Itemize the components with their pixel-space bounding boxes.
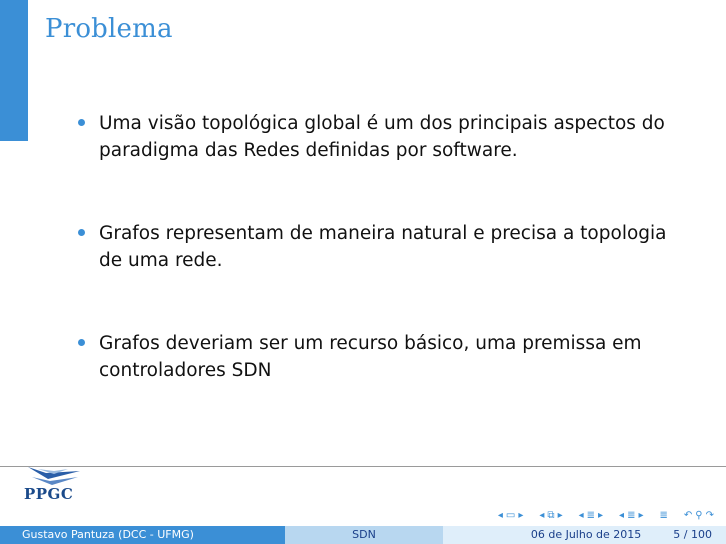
footer-date: 06 de Julho de 2015 (530, 528, 642, 541)
nav-frame-icon[interactable]: ▭ (505, 510, 516, 521)
bullet-icon (78, 229, 85, 236)
nav-prev-part-icon[interactable]: ◂ (619, 510, 625, 521)
nav-back-icon[interactable]: ↶ (683, 510, 693, 521)
left-accent-bar (0, 0, 28, 141)
nav-next-frame-icon[interactable]: ▸ (518, 510, 524, 521)
nav-search-icon[interactable]: ⚲ (695, 510, 703, 521)
footer-page-number: 5 / 100 (673, 528, 712, 541)
beamer-navigation (498, 509, 714, 523)
nav-prev-section-icon[interactable]: ◂ (578, 510, 584, 521)
nav-prev-frame-icon[interactable]: ◂ (497, 510, 503, 521)
nav-next-part-icon[interactable]: ▸ (638, 510, 644, 521)
footer-bar (0, 526, 726, 544)
nav-document-icon[interactable]: ≣ (659, 510, 668, 521)
nav-next-subsection-icon[interactable]: ▸ (557, 510, 563, 521)
nav-forward-icon[interactable]: ↷ (705, 510, 714, 521)
footer-info (443, 526, 726, 544)
bullet-icon (78, 119, 85, 126)
footer-author: Gustavo Pantuza (DCC - UFMG) (0, 526, 285, 544)
nav-prev-subsection-icon[interactable]: ◂ (539, 510, 545, 521)
bullet-item (78, 110, 688, 164)
bullet-text: Grafos deveriam ser um recurso básico, uma premissa em controladores SDN (99, 333, 642, 381)
bullet-text: Uma visão topológica global é um dos principais aspectos do paradigma das Redes definidas por software. (99, 113, 665, 161)
bullet-text: Grafos representam de maneira natural e precisa a topologia de uma rede. (99, 223, 667, 271)
footer-short-title: SDN (285, 526, 443, 544)
slide-title: Problema (45, 14, 173, 44)
nav-subsection-icon[interactable]: ⧉ (547, 510, 555, 521)
nav-section-icon[interactable]: ≣ (586, 510, 596, 521)
logo-text: PPGC (24, 485, 74, 503)
footer-divider (0, 466, 726, 467)
nav-part-icon[interactable]: ≣ (627, 510, 636, 521)
bullet-item (78, 220, 688, 274)
bullet-item (78, 330, 688, 384)
bullet-icon (78, 339, 85, 346)
nav-next-section-icon[interactable]: ▸ (598, 510, 604, 521)
